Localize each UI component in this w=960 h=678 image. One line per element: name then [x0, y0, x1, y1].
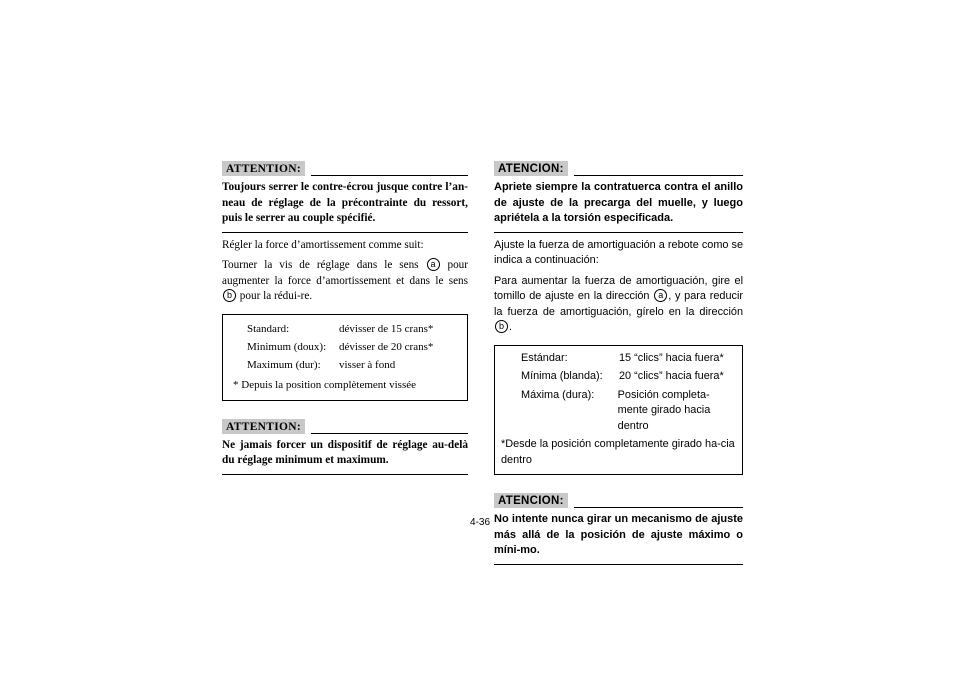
page-number: 4-36	[470, 517, 491, 528]
setting-key: Maximum (dur):	[247, 358, 321, 371]
settings-note: *Desde la posición completamente girado ha-cia dentro	[501, 438, 735, 466]
paragraph: Régler la force d’amortissement comme suit:	[222, 238, 424, 251]
caution-text: Toujours serrer le contre-écrou jusque contre l’an-neau de réglage de la précontrainte du ressort, puis le serrer au couple spécifié.	[222, 180, 468, 233]
setting-value: 20 “clics” hacia fuera*	[619, 370, 724, 382]
paragraph-direction: Para aumentar la fuerza de amortiguación, gire el tomillo de ajuste en la dirección a , y para reducir la fuerza de amortiguación, gírelo en la dirección b .	[494, 274, 743, 333]
caution-text: Apriete siempre la contratuerca contra el anillo de ajuste de la precarga del muelle, y luego apriétela a la torsión especificada.	[494, 180, 743, 233]
caution-label: ATENCION:	[494, 493, 568, 508]
settings-box	[494, 345, 743, 476]
settings-row	[501, 369, 736, 385]
setting-key: Standard:	[247, 322, 290, 335]
settings-row	[229, 320, 461, 338]
caution-label: ATTENTION:	[222, 419, 305, 434]
setting-key: Máxima (dura):	[521, 388, 595, 401]
settings-row	[501, 388, 736, 435]
settings-note: * Depuis la position complètement vissée	[233, 378, 416, 391]
marker-a-icon: a	[654, 289, 667, 302]
settings-box	[222, 314, 468, 401]
caution-text: Ne jamais forcer un dispositif de réglage au-delà du réglage minimum et maximum.	[222, 438, 468, 475]
marker-b-icon: b	[495, 320, 508, 333]
setting-value: dévisser de 15 crans*	[339, 322, 434, 335]
setting-value: dévisser de 20 crans*	[339, 340, 434, 353]
paragraph: Ajuste la fuerza de amortiguación a rebote como se indica a continuación:	[494, 238, 743, 266]
caution-header	[222, 414, 468, 434]
caution-header	[222, 156, 468, 176]
setting-value: Posición completa-mente girado hacia dentro	[617, 388, 711, 432]
caution-rule	[311, 175, 468, 176]
caution-label: ATENCION:	[494, 161, 568, 176]
setting-key: Minimum (doux):	[247, 340, 327, 353]
settings-row	[229, 356, 461, 374]
marker-a-icon: a	[427, 258, 440, 271]
settings-row	[229, 338, 461, 356]
spanish-column	[494, 156, 743, 565]
setting-key: Mínima (blanda):	[521, 370, 603, 382]
french-column	[222, 156, 468, 475]
setting-value: visser à fond	[339, 358, 396, 371]
caution-rule	[574, 507, 743, 508]
marker-b-icon: b	[223, 289, 236, 302]
setting-value: 15 “clics” hacia fuera*	[619, 351, 724, 364]
setting-key: Estándar:	[521, 351, 568, 364]
caution-text: No intente nunca girar un mecanismo de ajuste más allá de la posición de ajuste máximo o míni-mo.	[494, 512, 743, 565]
settings-row	[501, 351, 736, 367]
caution-header	[494, 488, 743, 508]
caution-rule	[311, 433, 468, 434]
paragraph-direction: Tourner la vis de réglage dans le sens a pour augmenter la force d’amortissement et dans le sens b pour la rédui-re.	[222, 259, 468, 302]
caution-label: ATTENTION:	[222, 161, 305, 176]
caution-header	[494, 156, 743, 176]
caution-rule	[574, 175, 743, 176]
